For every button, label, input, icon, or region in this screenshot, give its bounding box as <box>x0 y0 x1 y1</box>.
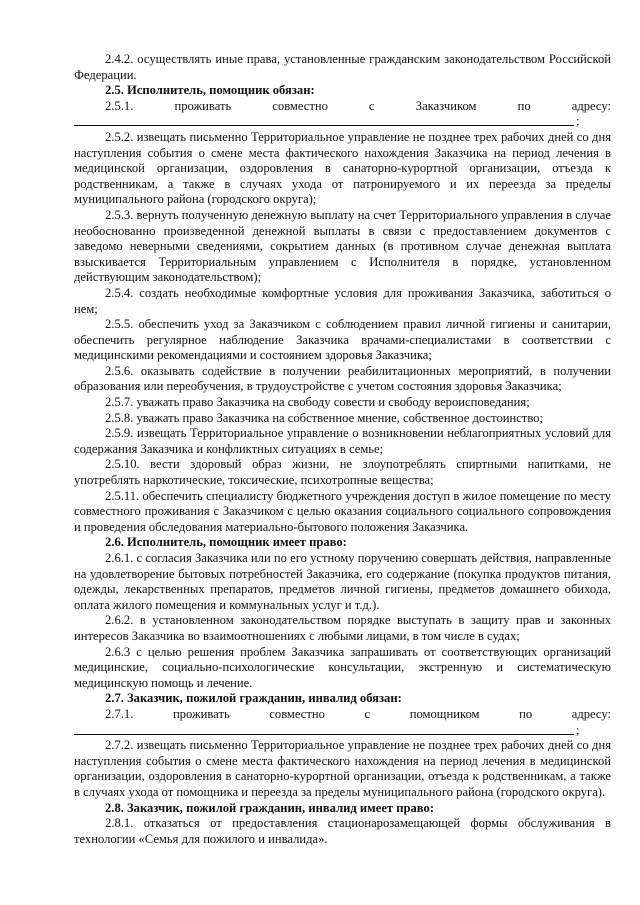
clause-2-5-8: 2.5.8. уважать право Заказчика на собственное мнение, собственное достоинство; <box>105 410 543 425</box>
clause-2-5-7: 2.5.7. уважать право Заказчика на свободу совести и свободу вероисповедания; <box>105 395 530 410</box>
clause-2-5-1: 2.5.1. проживать совместно с Заказчиком по адресу: <box>105 98 611 113</box>
clause-2-6-2: 2.6.2. в установленном законодательством порядке выступать в защиту прав и законных интересов Заказчика во взаимоотношениях с любыми лицами, в том числе в судах; <box>74 613 611 643</box>
clause-2-5-9: 2.5.9. извещать Территориальное управление о возникновении неблагоприятных условий для содержания Заказчика и конфликтных ситуациях в семье; <box>74 426 611 456</box>
clause-2-6-3: 2.6.3 с целью решения проблем Заказчика запрашивать от соответствующих организаций медицинские, социально-психологические консультации, экстренную и систематическую медицинскую помощь и лечение. <box>74 644 611 690</box>
address-blank-line-2 <box>74 723 611 739</box>
clause-2-4-2: 2.4.2. осуществлять иные права, установленные гражданским законодательством Российской Федерации. <box>74 52 611 82</box>
underline-rule <box>74 125 574 126</box>
clause-2-5-6: 2.5.6. оказывать содействие в получении реабилитационных мероприятий, в получении образования или переобучения, в трудоустройстве с учетом состояния здоровья Заказчика; <box>74 363 611 394</box>
clause-2-7-1: 2.7.1. проживать совместно с помощником по адресу: <box>105 706 611 721</box>
underline-rule-2 <box>74 734 574 735</box>
address-blank-line <box>74 114 611 130</box>
semicolon: ; <box>576 114 580 129</box>
clause-2-6-1: 2.6.1. с согласия Заказчика или по его устному поручению совершать действия, направленные на удовлетворение бытовых потребностей Заказчика, его содержание (покупка продуктов питания, одежды, лекарственных препаратов, предметов личной гигиены, предметов домашнего обихода, оплата жилого помещения и коммунальных услуг и т.д.). <box>74 551 611 612</box>
section-heading-2-7: 2.7. Заказчик, пожилой гражданин, инвалид обязан: <box>105 691 402 706</box>
clause-2-7-2: 2.7.2. извещать письменно Территориальное управление не позднее трех рабочих дней со дня наступления события о смене места фактического нахождения на период лечения в медицинской организации, оздоровления в санаторно-курортной организации, отъезда к родственникам, а также в случаях ухода от помощника и переезда за пределы муниципального района (городского округа). <box>74 738 611 799</box>
clause-2-5-3: 2.5.3. вернуть полученную денежную выплату на счет Территориального управления в случае необоснованно произведенной денежной выплаты в связи с предоставлением документов с заведомо неверными сведениями, сокрытием данных (в противном случае денежная выплата взыскивается Территориальным управлением с Исполнителя в порядке, установленном действующим законодательством); <box>74 207 611 285</box>
section-heading-2-5: 2.5. Исполнитель, помощник обязан: <box>105 83 315 98</box>
clause-2-5-2: 2.5.2. извещать письменно Территориальное управление не позднее трех рабочих дней со дня наступления события о смене места фактического нахождения Заказчика на период лечения в медицинской организации, оздоровления в санаторно-курортной организации, отъезда к родственникам, а также в случаях ухода от патронируемого и их переезда за пределы муниципального района (городского округа); <box>74 129 611 207</box>
section-heading-2-8: 2.8. Заказчик, пожилой гражданин, инвалид имеет право: <box>105 800 435 815</box>
clause-2-5-11: 2.5.11. обеспечить специалисту бюджетного учреждения доступ в жилое помещение по месту совместного проживания с Заказчиком с целью оказания социального социального сопровождения и проведения обследования материально-бытового положения Заказчика. <box>74 488 611 534</box>
clause-2-5-5: 2.5.5. обеспечить уход за Заказчиком с соблюдением правил личной гигиены и санитарии, обеспечить регулярное наблюдение Заказчика врачами-специалистами в соответствии с медицинскими рекомендациями и состоянием здоровья Заказчика; <box>74 317 611 363</box>
document-page <box>74 52 611 847</box>
clause-2-5-4: 2.5.4. создать необходимые комфортные условия для проживания Заказчика, заботиться о нем; <box>74 285 611 316</box>
section-heading-2-6: 2.6. Исполнитель, помощник имеет право: <box>105 535 347 550</box>
clause-2-5-10: 2.5.10. вести здоровый образ жизни, не злоупотреблять спиртными напитками, не употреблять наркотические, токсические, психотропные вещества; <box>74 457 611 488</box>
semicolon-2: ; <box>576 722 580 737</box>
clause-2-8-1: 2.8.1. отказаться от предоставления стационарозамещающей формы обслуживания в технологии «Семья для пожилого и инвалида». <box>74 816 611 846</box>
